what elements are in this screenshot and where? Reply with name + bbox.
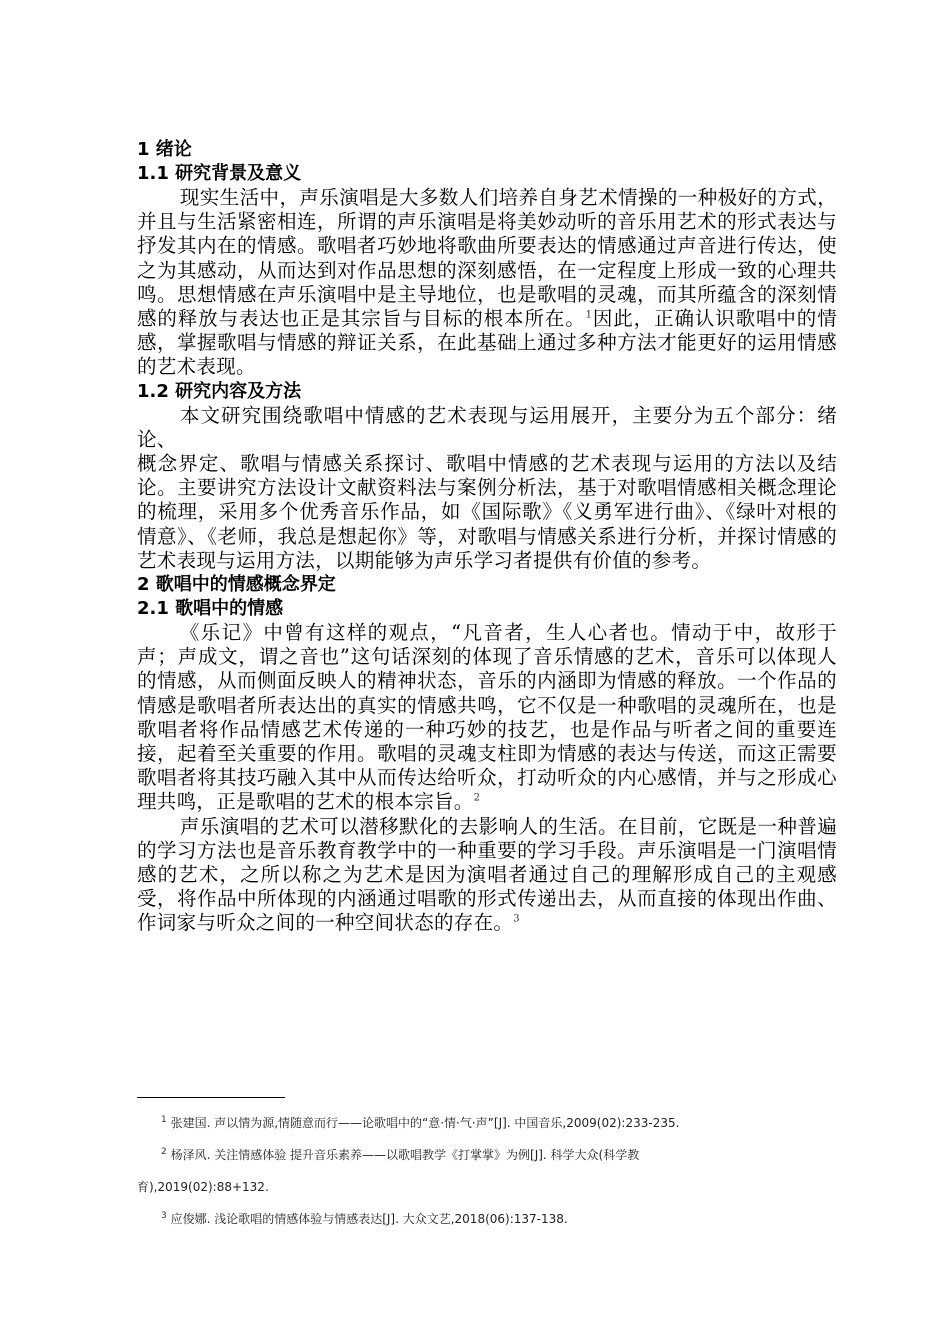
footnote-3 <box>137 1209 837 1230</box>
heading-2-1: 2.1 歌唱中的情感 <box>137 598 284 620</box>
paragraph-content-a: 本文研究围绕歌唱中情感的艺术表现与运用展开，主要分为五个部分：绪论、 <box>137 403 837 451</box>
footnotes <box>137 1113 837 1241</box>
paragraph-background <box>137 186 837 380</box>
footnote-ref-1[interactable]: 1 <box>585 309 593 321</box>
document-body <box>137 138 837 936</box>
footnote-1-text: 张建国. 声以情为源,情随意而行——论歌唱中的“意·情·气·声”[J]. 中国音乐,2009(02):233-235. <box>170 1116 680 1130</box>
footnote-3-text: 应俊娜. 浅论歌唱的情感体验与情感表达[J]. 大众文艺,2018(06):137-138. <box>170 1212 568 1226</box>
footnote-1 <box>137 1113 837 1134</box>
paragraph-art-text: 声乐演唱的艺术可以潜移默化的去影响人的生活。在目前，它既是一种普遍的学习方法也是音乐教育教学中的一种重要的学习手段。声乐演唱是一门演唱情感的艺术，之所以称之为艺术是因为演唱者通过自己的理解形成自己的主观感受，将作品中所体现的内涵通过唱歌的形式传递出去，从而直接的体现出作曲、作词家与听众之间的一种空间状态的存在。 <box>137 814 837 935</box>
footnote-2-number: 2 <box>161 1147 167 1157</box>
heading-1: 1 绪论 <box>137 139 192 160</box>
footnote-ref-2[interactable]: 2 <box>473 792 481 804</box>
footnote-1-number: 1 <box>161 1115 167 1125</box>
footnote-2-continuation: 育),2019(02):88+132. <box>137 1180 269 1194</box>
heading-1-2: 1.2 研究内容及方法 <box>137 380 302 402</box>
paragraph-background-text: 现实生活中，声乐演唱是大多数人们培养自身艺术情操的一种极好的方式，并且与生活紧密相连，所谓的声乐演唱是将美妙动听的音乐用艺术的形式表达与抒发其内在的情感。歌唱者巧妙地将歌曲所要表达的情感通过声音进行传达，使之为其感动，从而达到对作品思想的深刻感悟，在一定程度上形成一致的心理共鸣。思想情感在声乐演唱中是主导地位，也是歌唱的灵魂，而其所蕴含的深刻情感的释放与表达也正是其宗旨与目标的根本所在。 <box>137 186 837 331</box>
paragraph-art <box>137 815 837 936</box>
footnote-2 <box>137 1145 837 1198</box>
footnote-3-number: 3 <box>161 1211 167 1221</box>
paragraph-emotion <box>137 621 837 815</box>
footnote-divider <box>137 1097 285 1098</box>
paragraph-content-b: 概念界定、歌唱与情感关系探讨、歌唱中情感的艺术表现与运用的方法以及结论。主要讲究方法设计文献资料法与案例分析法，基于对歌唱情感相关概念理论的梳理，采用多个优秀音乐作品，如《国际歌》《义勇军进行曲》、《绿叶对根的情意》、《老师，我总是想起你》等，对歌唱与情感关系进行分析，并探讨情感的艺术表现与运用方法，以期能够为声乐学习者提供有价值的参考。 <box>137 452 837 572</box>
footnote-ref-3[interactable]: 3 <box>513 913 520 925</box>
heading-1-1: 1.1 研究背景及意义 <box>137 163 302 184</box>
heading-2: 2 歌唱中的情感概念界定 <box>137 574 336 596</box>
paragraph-background-tail: 因此，正确认识歌唱中的情感，掌握歌唱与情感的辩证关系，在此基础上通过多种方法才能更好的运用情感的艺术表现。 <box>137 307 837 379</box>
footnote-2-text: 杨泽风. 关注情感体验 提升音乐素养——以歌唱教学《打掌掌》为例[J]. 科学大众(科学教 <box>170 1148 640 1162</box>
paragraph-emotion-text: 《乐记》中曾有这样的观点，“凡音者，生人心者也。情动于中，故形于声；声成文，谓之音也”这句话深刻的体现了音乐情感的艺术，音乐可以体现人的情感，从而侧面反映人的精神状态，音乐的内涵即为情感的释放。一个作品的情感是歌唱者所表达出的真实的情感共鸣，它不仅是一种歌唱的灵魂所在，也是歌唱者将作品情感艺术传递的一种巧妙的技艺，也是作品与听者之间的重要连接，起着至关重要的作用。歌唱的灵魂支柱即为情感的表达与传送，而这正需要歌唱者将其技巧融入其中从而传达给听众，打动听众的内心感情，并与之形成心理共鸣，正是歌唱的艺术的根本宗旨。 <box>137 621 837 814</box>
